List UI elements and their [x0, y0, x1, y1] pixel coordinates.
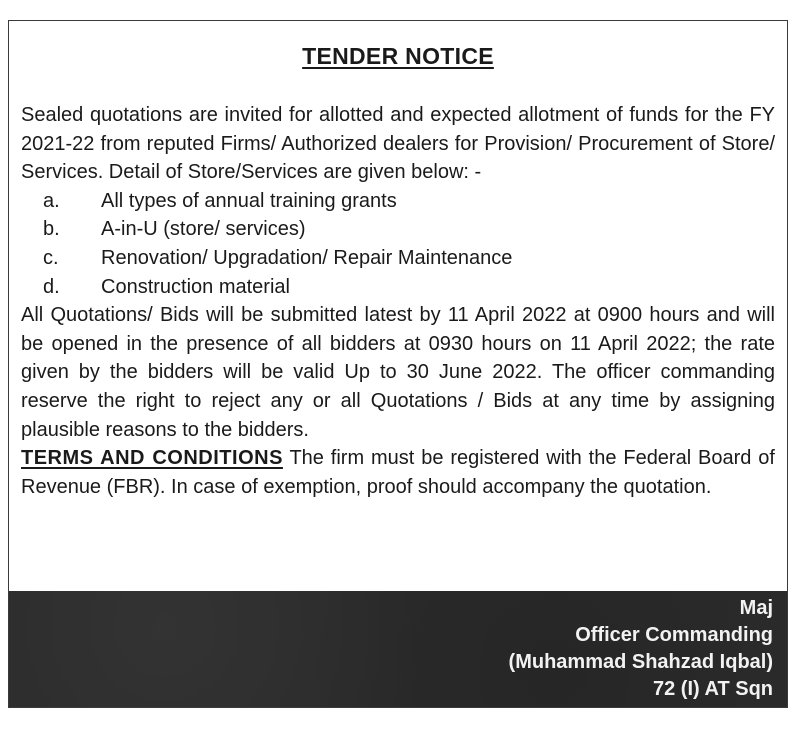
list-item [21, 215, 775, 244]
notice-title-text: TENDER NOTICE [302, 43, 494, 69]
submission-paragraph: All Quotations/ Bids will be submitted latest by 11 April 2022 at 0900 hours and will be opened in the presence of all bidders at 0930 hours on 11 April 2022; the rate given by the bidders will be valid Up to 30 June 2022. The officer commanding reserve the right to reject any or all Quotations / Bids at any time by assigning plausible reasons to the bidders. [21, 304, 775, 441]
terms-paragraph [21, 444, 775, 501]
list-item-letter: c. [43, 246, 59, 269]
notice-body [21, 101, 775, 501]
list-item-letter: b. [43, 218, 60, 241]
intro-paragraph: Sealed quotations are invited for allotted and expected allotment of funds for the FY 2021-22 from reputed Firms/ Authorized dealers for Provision/ Procurement of Store/ Services. Detail of Store/Services are given below: - [21, 104, 775, 184]
signature-rank: Maj [739, 597, 773, 619]
list-item [21, 244, 775, 273]
signature-unit: 72 (I) AT Sqn [653, 678, 773, 700]
list-item [21, 187, 775, 216]
list-item-text: All types of annual training grants [101, 189, 397, 212]
list-item [21, 273, 775, 302]
tender-notice [8, 20, 788, 708]
list-item-letter: a. [43, 189, 60, 212]
list-item-text: A-in-U (store/ services) [101, 218, 306, 241]
list-item-text: Construction material [101, 275, 290, 298]
signature-designation: Officer Commanding [575, 624, 773, 646]
store-services-list [21, 187, 775, 301]
list-item-letter: d. [43, 275, 60, 298]
terms-text: The firm must be registered with the Federal Board of Revenue (FBR). In case of exemption, proof should accompany the quotation. [21, 447, 775, 498]
notice-title [9, 43, 787, 70]
signature-name: (Muhammad Shahzad Iqbal) [508, 651, 773, 673]
signature-block [9, 591, 787, 707]
terms-heading: TERMS AND CONDITIONS [21, 447, 283, 470]
list-item-text: Renovation/ Upgradation/ Repair Maintenance [101, 246, 513, 269]
